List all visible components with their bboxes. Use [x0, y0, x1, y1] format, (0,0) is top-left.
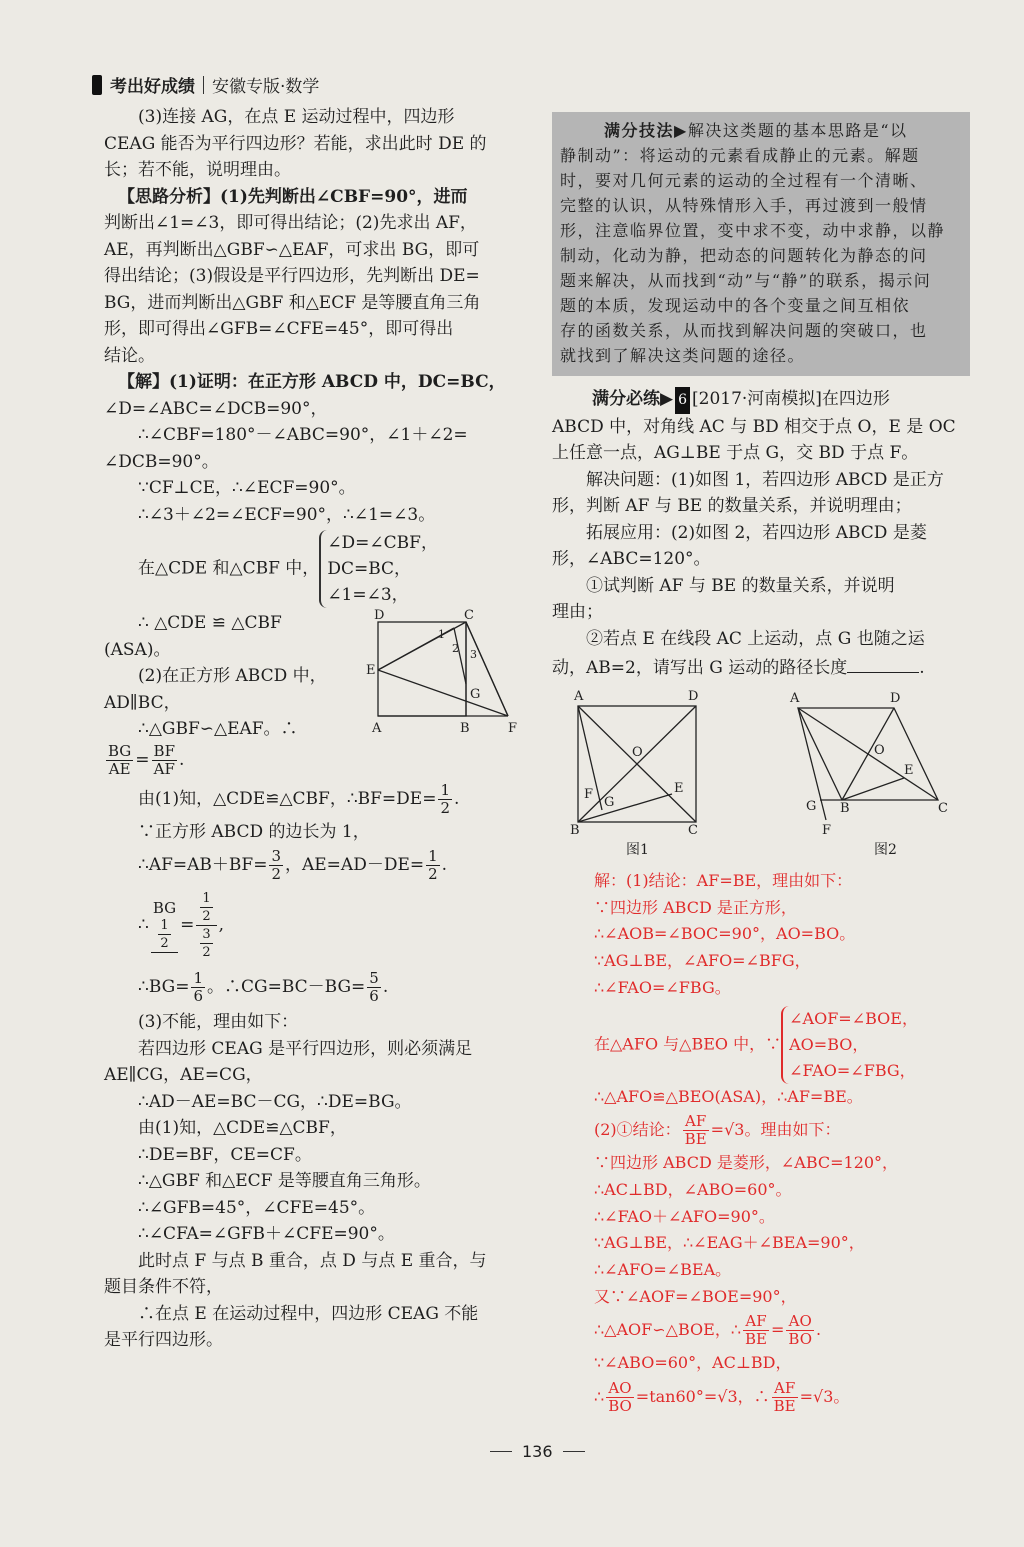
answer-line: ∵四边形 ABCD 是正方形，	[594, 897, 797, 917]
fig1-label-E: E	[674, 781, 684, 796]
figure-2-rhombus	[786, 690, 956, 860]
fig1-label-B: B	[570, 823, 580, 838]
text-line: ∴DE=BF，CE=CF。	[138, 1144, 312, 1165]
math-line: ∴BG= $\frac{1}{6}$ 。∴CG=BC－BG= $\frac{5}{6}$ .	[138, 969, 389, 1005]
fraction: $\frac{BG}{AE}$	[108, 741, 132, 778]
system-prefix: 在△CDE 和△CBF 中，	[138, 558, 320, 579]
fig2-caption: 图2	[874, 842, 897, 858]
practice-line: 拓展应用：(2)如图 2，若四边形 ABCD 是菱	[586, 522, 927, 543]
fig1-label-A: A	[574, 689, 584, 704]
text-line: (3)不能，理由如下：	[138, 1012, 299, 1032]
text-line: 长；若不能，说明理由。	[104, 160, 291, 180]
text-line: 题目条件不符，	[104, 1277, 223, 1297]
page-dash	[490, 1451, 512, 1452]
system-brace	[319, 530, 438, 608]
tip-line: 就找到了解决这类问题的途径。	[560, 346, 806, 365]
header-divider	[203, 76, 204, 94]
system-row: DC=BC，	[327, 559, 412, 579]
analysis-heading: 【思路分析】(1)先判断出∠CBF=90°，进而	[118, 186, 468, 207]
fig1-caption: 图1	[626, 842, 649, 858]
math-line: ∵正方形 ABCD 的边长为 1，	[138, 821, 370, 842]
answer-line: ∵AG⊥BE，∠AFO=∠BFG，	[594, 951, 811, 971]
text-line: ∴∠3＋∠2=∠ECF=90°，∴∠1=∠3。	[138, 504, 436, 525]
fraction: $\frac{1}{2}$	[440, 780, 450, 817]
page-number	[480, 1442, 595, 1461]
congruence-system	[104, 530, 524, 608]
fig1-label-D: D	[688, 689, 699, 704]
math-line: ∴ BG $\frac{1}{2}$ = $\frac{\frac{1}{2}}{\frac{3}{2}}$ ,	[138, 891, 225, 960]
answer-line: ∵四边形 ABCD 是菱形，∠ABC=120°，	[594, 1153, 899, 1173]
tip-line: 完整的认识，从特殊情形入手，再过渡到一般情	[560, 196, 928, 215]
fig2-label-D: D	[890, 691, 901, 706]
label-C: C	[464, 608, 474, 623]
practice-line: ABCD 中，对角线 AC 与 BD 相交于点 O，E 是 OC	[552, 416, 956, 437]
ratio-line: $\frac{BG}{AE}$ = $\frac{BF}{AF}$ .	[108, 741, 185, 778]
header-bar-icon	[92, 75, 102, 95]
answer-line: ∴∠FAO＋∠AFO=90°。	[594, 1206, 775, 1226]
answer-blank	[847, 652, 919, 673]
fig2-label-E: E	[904, 763, 914, 778]
fraction: $\frac{AF}{BE}$	[684, 1112, 707, 1149]
answer-block	[594, 868, 974, 1417]
practice-line: 满分必练▶ 6 [2017·河南模拟]在四边形	[552, 386, 970, 414]
tip-line: 存的函数关系，从而找到解决问题的突破口，也	[560, 321, 928, 340]
fig1-label-C: C	[688, 823, 698, 838]
text-line: ∴∠CFA=∠GFB＋∠CFE=90°。	[138, 1224, 395, 1244]
answer-line: ∴∠AFO=∠BEA。	[594, 1260, 732, 1280]
answer-line: ∴∠FAO=∠FBG。	[594, 977, 731, 997]
system-row: ∠D=∠CBF，	[327, 533, 438, 553]
tip-label: 满分技法	[604, 121, 675, 140]
fraction: $\frac{AO}{BO}$	[608, 1379, 632, 1416]
answer-line: ∴∠AOB=∠BOC=90°，AO=BO。	[594, 924, 856, 944]
fig2-label-C: C	[938, 801, 948, 816]
label-G: G	[470, 687, 481, 702]
text-line: (ASA)。	[104, 639, 171, 660]
label-3: 3	[470, 648, 477, 661]
fraction: $\frac{3}{2}$	[271, 847, 281, 883]
fraction: $\frac{BF}{AF}$	[153, 741, 175, 778]
page-number-text: 136	[522, 1442, 553, 1461]
text-line: AE∥CG，AE=CG，	[104, 1065, 263, 1085]
practice-line: 上任意一点，AG⊥BE 于点 G，交 BD 于点 F。	[552, 443, 919, 463]
fig2-label-G: G	[806, 799, 817, 814]
fig2-label-B: B	[840, 801, 850, 816]
practice-label: 满分必练	[592, 389, 660, 409]
tip-line: 题的本质，发现运动中的各个变量之间互相依	[560, 296, 911, 315]
tip-line: 形，注意临界位置，变中求不变，动中求静，以静	[560, 221, 946, 240]
practice-section	[552, 386, 970, 682]
label-E: E	[366, 663, 376, 678]
tip-line: 时，要对几何元素的运动的全过程有一个清晰、	[560, 171, 928, 190]
text-line: 若四边形 CEAG 是平行四边形，则必须满足	[138, 1038, 473, 1059]
practice-line: 形，∠ABC=120°。	[552, 549, 711, 569]
fraction: $\frac{1}{2}$	[428, 847, 438, 883]
fraction: $\frac{1}{6}$	[193, 969, 203, 1005]
answer-line: (2)①结论： $\frac{AF}{BE}$ =√3。理由如下：	[594, 1112, 841, 1149]
header-brand: 考出好成绩	[110, 77, 195, 97]
math-line: ∴AF=AB＋BF= $\frac{3}{2}$ ，AE=AD－DE= $\frac{1}{2}$ .	[138, 847, 448, 883]
fig1-label-F: F	[584, 787, 594, 802]
arrow-right-icon: ▶	[660, 389, 674, 409]
answer-line: ∵AG⊥BE，∴∠EAG＋∠BEA=90°，	[594, 1233, 865, 1253]
problem-number-badge: 6	[675, 387, 690, 414]
page-dash	[563, 1451, 585, 1452]
practice-line: 理由；	[552, 602, 603, 622]
answer-line: ∴△AFO≌△BEO(ASA)，∴AF=BE。	[594, 1086, 863, 1106]
system-brace: ∠AOF=∠BOE， AO=BO， ∠FAO=∠FBG，	[781, 1006, 918, 1084]
text-line: BG，进而判断出△GBF 和△ECF 是等腰直角三角	[104, 292, 481, 313]
text-line: 得出结论；(3)假设是平行四边形，先判断出 DE=	[104, 266, 480, 286]
label-2: 2	[452, 642, 459, 655]
text-line: CEAG 能否为平行四边形？若能，求出此时 DE 的	[104, 133, 487, 154]
text-line: ∠DCB=90°。	[104, 451, 219, 472]
header-edition: 安徽专版·数学	[212, 77, 320, 97]
arrow-right-icon: ▶	[674, 121, 688, 140]
answer-line: 解：(1)结论：AF=BE，理由如下：	[594, 871, 853, 890]
figure-1-square	[566, 686, 706, 858]
fig2-label-F: F	[822, 823, 832, 838]
text-line: ∵CF⊥CE，∴∠ECF=90°。	[138, 478, 356, 498]
answer-line: ∵∠ABO=60°，AC⊥BD，	[594, 1353, 792, 1373]
answer-line: 又∵∠AOF=∠BOE=90°，	[594, 1286, 797, 1306]
text-line: 判断出∠1=∠3，即可得出结论；(2)先求出 AF，	[104, 213, 477, 233]
fraction: $\frac{5}{6}$	[369, 969, 379, 1005]
text-line: (3)连接 AG，在点 E 运动过程中，四边形	[138, 107, 455, 127]
answer-line: ∴△AOF∽△BOE，∴ $\frac{AF}{BE}$ = $\frac{AO}{BO}$ .	[594, 1312, 822, 1349]
tip-line: 静制动”：将运动的元素看成静止的元素。解题	[560, 146, 920, 165]
system-row: ∠1=∠3，	[327, 585, 409, 605]
square-figure-left	[362, 608, 524, 738]
text-line: ∴AD－AE=BC－CG，∴DE=BG。	[138, 1091, 412, 1112]
tip-line: 制动，化动为静，把动态的问题转化为静态的问	[560, 246, 928, 265]
fig1-label-O: O	[632, 745, 643, 760]
label-D: D	[374, 608, 385, 623]
fig1-label-G: G	[604, 795, 615, 810]
fraction: $\frac{AO}{BO}$	[788, 1312, 813, 1349]
right-column	[552, 112, 970, 682]
label-F: F	[508, 721, 518, 736]
page-header	[92, 72, 319, 97]
label-B: B	[460, 721, 470, 736]
fraction: $\frac{AF}{BE}$	[745, 1312, 767, 1349]
practice-line: ②若点 E 在线段 AC 上运动，点 G 也随之运	[586, 628, 925, 649]
math-line: 由(1)知，△CDE≌△CBF，∴BF=DE= $\frac{1}{2}$ .	[138, 780, 460, 817]
text-line: 结论。	[104, 345, 155, 366]
fig2-label-A: A	[790, 691, 800, 706]
text-line: ∴△GBF∽△EAF。∴	[138, 719, 298, 739]
text-line: ∴∠CBF=180°－∠ABC=90°，∠1＋∠2=	[138, 425, 468, 445]
practice-line: 形，判断 AF 与 BE 的数量关系，并说明理由；	[552, 496, 912, 516]
compound-fraction: BG $\frac{1}{2}$	[152, 898, 177, 951]
label-A: A	[372, 721, 382, 736]
text-line: 由(1)知，△CDE≌△CBF，	[138, 1118, 347, 1138]
practice-line: ①试判断 AF 与 BE 的数量关系，并说明	[586, 575, 895, 596]
text-line: ∴在点 E 在运动过程中，四边形 CEAG 不能	[138, 1303, 479, 1324]
text-line: 形，即可得出∠GFB=∠CFE=45°，即可得出	[104, 319, 454, 339]
text-line: 此时点 F 与点 B 重合，点 D 与点 E 重合，与	[138, 1250, 487, 1271]
practice-line: 动，AB=2，请写出 G 运动的路径长度 .	[552, 652, 970, 682]
text-line: ∴ △CDE ≌ △CBF	[138, 613, 282, 633]
solution-heading: 【解】(1)证明：在正方形 ABCD 中，DC=BC，	[118, 372, 506, 392]
label-1: 1	[438, 628, 445, 641]
text-line: AD∥BC，	[104, 692, 181, 713]
practice-line: 解决问题：(1)如图 1，若四边形 ABCD 是正方	[586, 469, 944, 490]
text-line: 是平行四边形。	[104, 1330, 223, 1350]
fraction: $\frac{AF}{BE}$	[773, 1379, 796, 1416]
answer-system: 在△AFO 与△BEO 中，∵ ∠AOF=∠BOE， AO=BO， ∠FAO=∠FBG，	[594, 1006, 974, 1084]
text-line: ∠D=∠ABC=∠DCB=90°，	[104, 398, 328, 419]
answer-line: ∴ $\frac{AO}{BO}$ =tan60°=√3，∴ $\frac{AF}{BE}$ =√3。	[594, 1379, 850, 1416]
tip-line: 题来解决，从而找到“动”与“静”的联系，揭示问	[560, 271, 932, 290]
tip-line: 满分技法▶解决这类题的基本思路是“以	[604, 121, 908, 140]
answer-line: ∴AC⊥BD，∠ABO=60°。	[594, 1179, 792, 1199]
tip-box	[552, 112, 970, 376]
text-line: AE，再判断出△GBF∽△EAF，可求出 BG，即可	[104, 239, 480, 260]
fig2-label-O: O	[874, 743, 885, 758]
compound-fraction: $\frac{\frac{1}{2}}{\frac{3}{2}}$	[196, 890, 216, 961]
text-line: ∴△GBF 和△ECF 是等腰直角三角形。	[138, 1171, 431, 1191]
text-line: ∴∠GFB=45°，∠CFE=45°。	[138, 1197, 376, 1218]
text-line: (2)在正方形 ABCD 中，	[138, 666, 327, 686]
